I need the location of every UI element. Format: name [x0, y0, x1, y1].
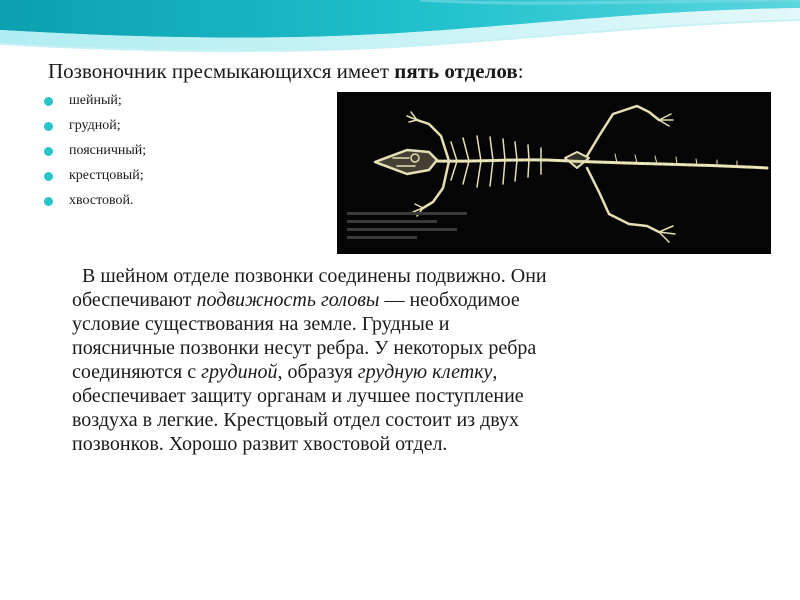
list-item-label: поясничный; [69, 143, 147, 158]
paragraph-text: , образуя [277, 361, 358, 383]
paragraph-text: В шейном отделе позвонки соединены подвижно. Они [82, 265, 547, 287]
list-item [44, 113, 324, 138]
paragraph-line [72, 360, 772, 384]
paragraph-line [72, 432, 772, 456]
bullet-list [44, 88, 324, 213]
paragraph-text: обеспечивает защиту органам и лучшее поступление [72, 385, 524, 407]
list-item [44, 188, 324, 213]
paragraph-line [72, 384, 772, 408]
paragraph-text: поясничные позвонки несут ребра. У некоторых ребра [72, 337, 537, 359]
list-item [44, 138, 324, 163]
body-paragraph [72, 264, 772, 456]
paragraph-line [72, 264, 772, 288]
title-bold: пять отделов [394, 59, 518, 83]
paragraph-text: соединяются с [72, 361, 202, 383]
paragraph-italic-text: подвижность головы [196, 289, 380, 311]
list-item-label: крестцовый; [69, 168, 144, 183]
paragraph-italic-text: грудиной [201, 361, 278, 383]
lizard-skeleton-image [337, 92, 771, 254]
paragraph-line [72, 408, 772, 432]
paragraph-text: воздуха в легкие. Крестцовый отдел состоит из двух [72, 409, 520, 431]
bullet-dot-icon [44, 197, 53, 206]
list-item [44, 88, 324, 113]
paragraph-text: — необходимое [379, 289, 520, 311]
list-item-label: хвостовой. [69, 193, 134, 208]
list-item [44, 163, 324, 188]
bullet-dot-icon [44, 147, 53, 156]
skeleton-drawing [337, 92, 771, 254]
paragraph-line [72, 288, 772, 312]
title-prefix: Позвоночник пресмыкающихся имеет [48, 59, 395, 83]
paragraph-text: , [492, 361, 498, 383]
paragraph-text: позвонков. Хорошо развит хвостовой отдел. [72, 433, 448, 455]
title-suffix: : [517, 59, 524, 83]
list-item-label: грудной; [69, 118, 121, 133]
paragraph-italic-text: грудную клетку [357, 361, 493, 383]
paragraph-text: обеспечивают [72, 289, 197, 311]
bullet-dot-icon [44, 122, 53, 131]
paragraph-line [72, 312, 772, 336]
paragraph-text: условие существования на земле. Грудные и [72, 313, 450, 335]
paragraph-line [72, 336, 772, 360]
slide-title [48, 58, 748, 84]
bullet-dot-icon [44, 172, 53, 181]
bullet-dot-icon [44, 97, 53, 106]
list-item-label: шейный; [69, 93, 122, 108]
